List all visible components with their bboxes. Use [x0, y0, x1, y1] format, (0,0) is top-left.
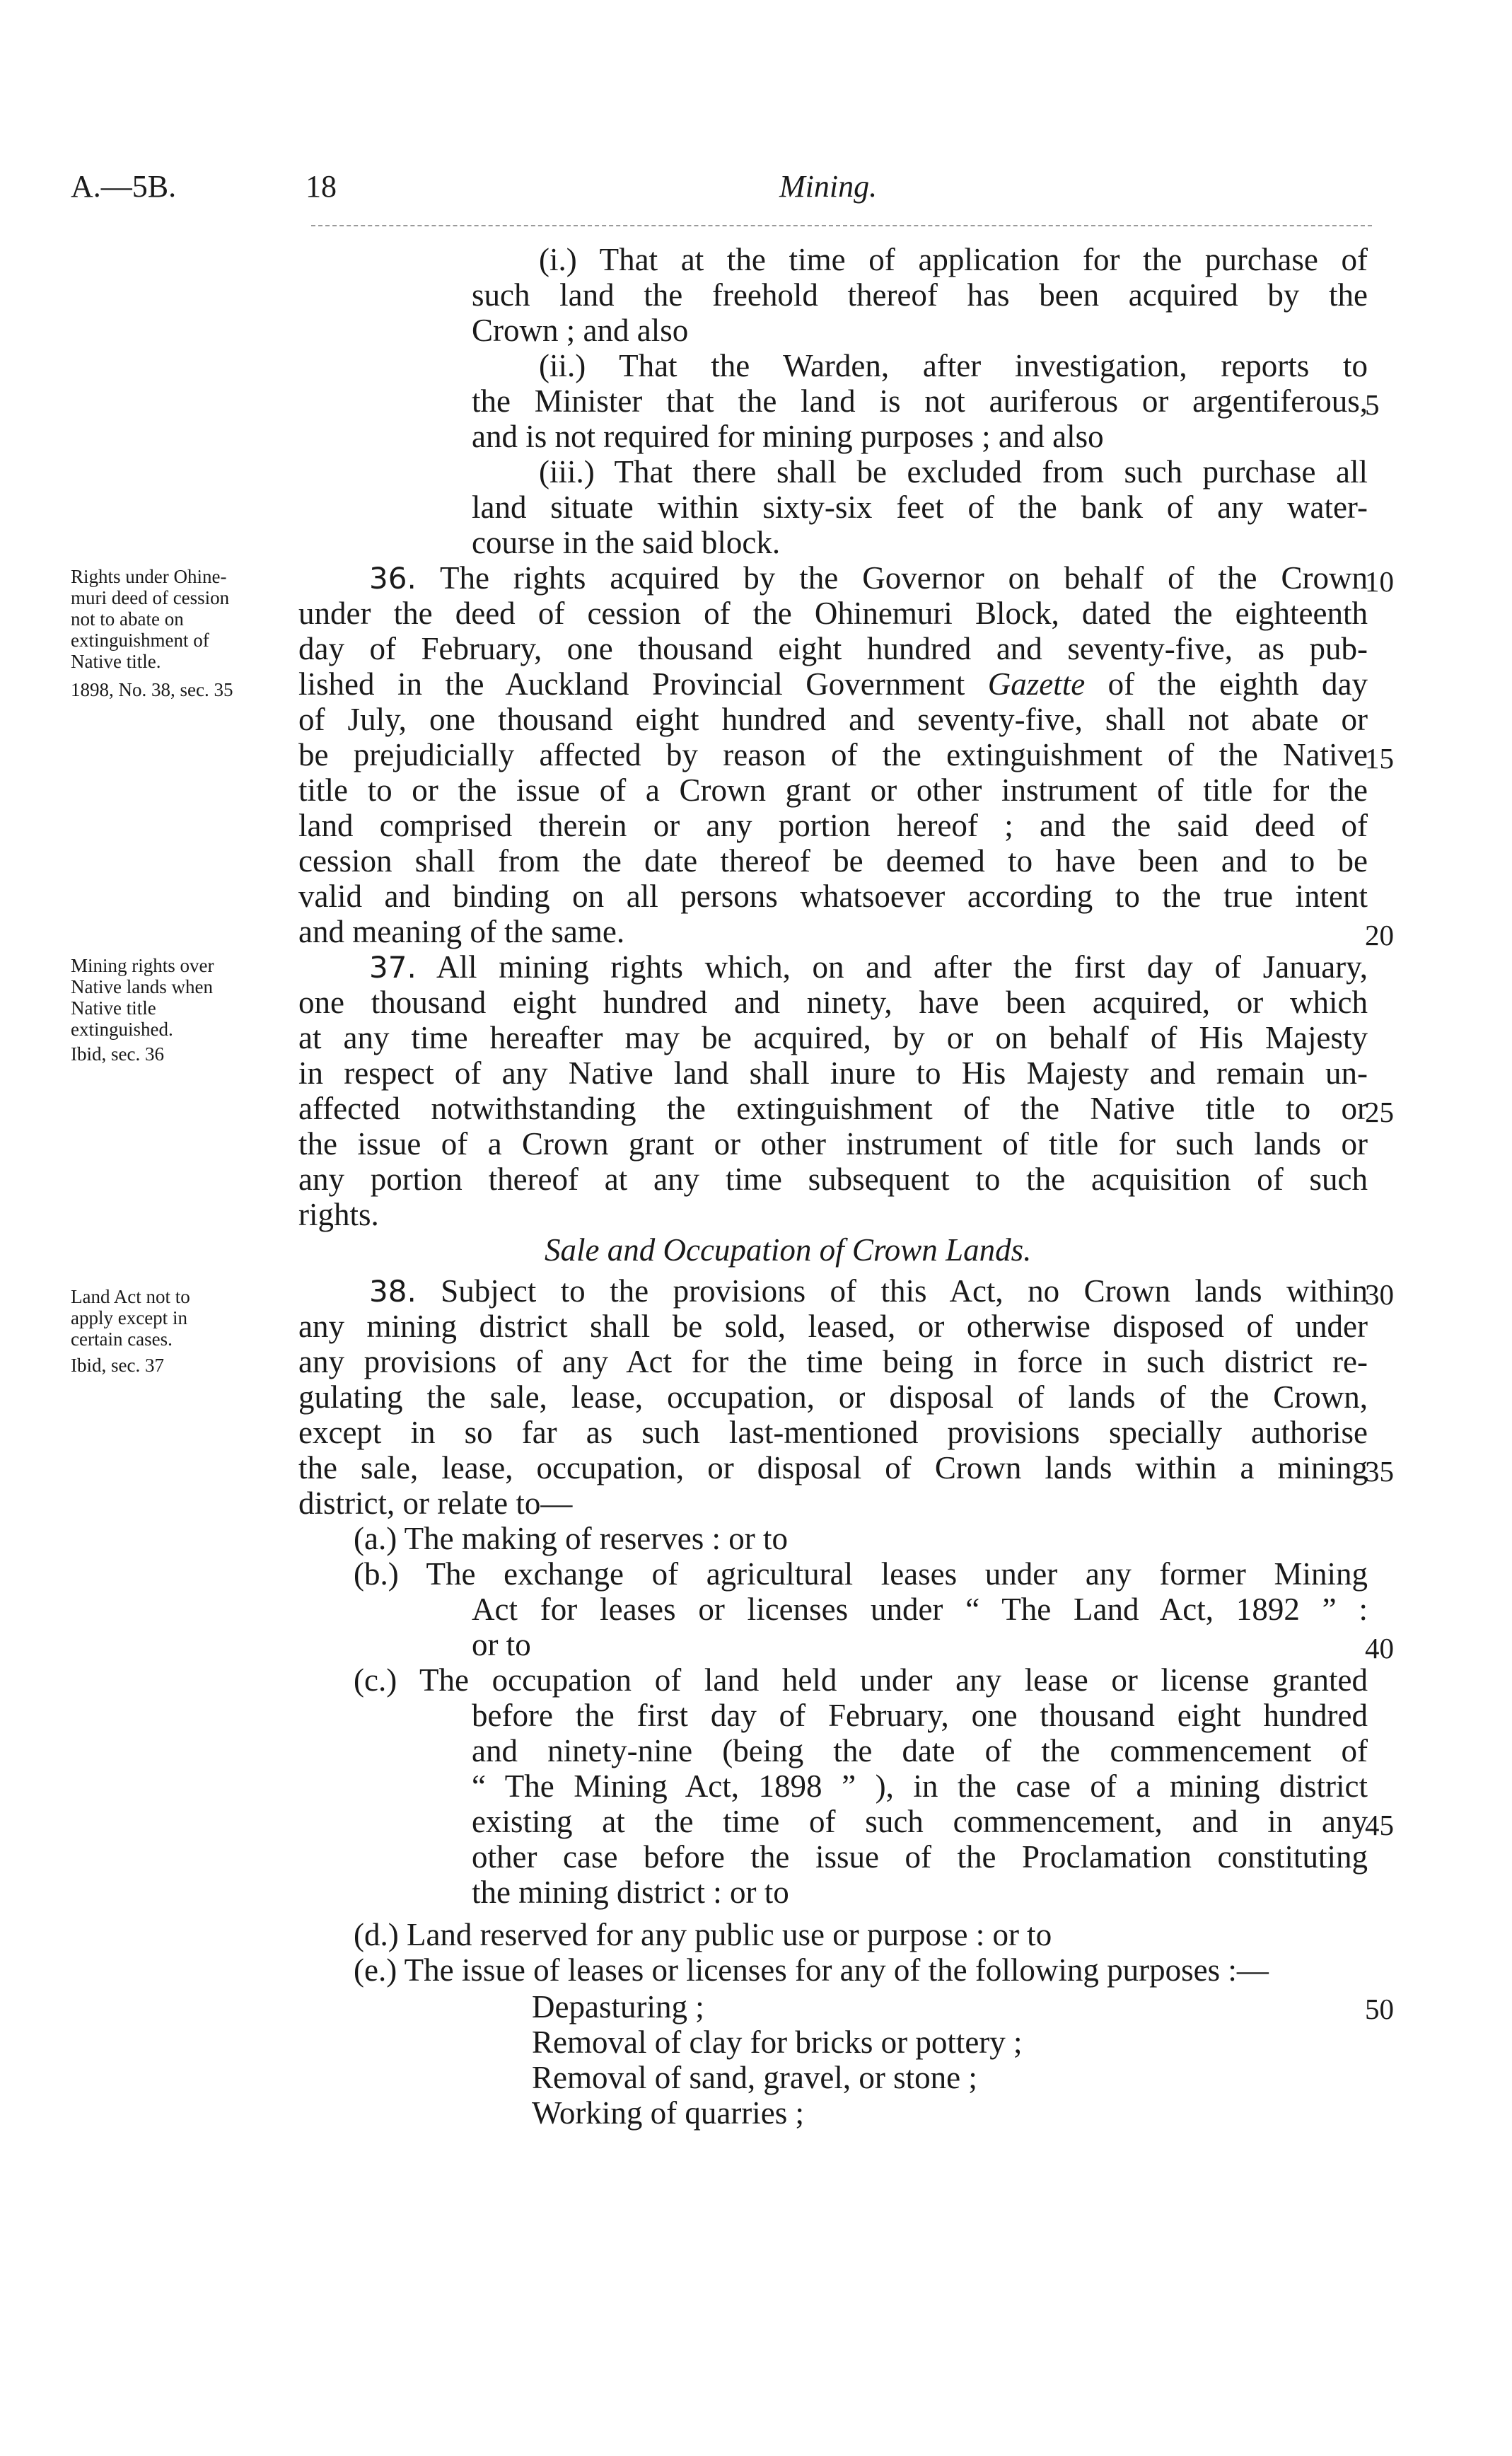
body-line: one thousand eight hundred and ninety, have been acquired, or which	[298, 985, 1368, 1020]
body-line: valid and binding on all persons whatsoever according to the true intent	[298, 879, 1368, 914]
line-number: 40	[1365, 1632, 1394, 1664]
body-line: be prejudicially affected by reason of the extinguishment of the Native	[298, 737, 1368, 772]
body-line: day of February, one thousand eight hundred and seventy-five, as pub-	[298, 631, 1368, 666]
body-line: gulating the sale, lease, occupation, or disposal of lands of the Crown,	[298, 1379, 1368, 1415]
margin-note-line: Ibid, sec. 36	[71, 1043, 164, 1065]
body-line: any portion thereof at any time subsequent to the acquisition of such	[298, 1162, 1368, 1197]
body-line: in respect of any Native land shall inure to His Majesty and remain un-	[298, 1055, 1368, 1091]
clause-d: (d.) Land reserved for any public use or purpose : or to	[354, 1917, 1052, 1952]
line-number: 25	[1365, 1096, 1394, 1128]
body-line: of the eighth day	[1107, 666, 1368, 702]
body-line: such land the freehold thereof has been acquired by the	[472, 277, 1368, 313]
list-item: Removal of clay for bricks or pottery ;	[532, 2025, 1023, 2060]
line-number: 50	[1365, 1993, 1394, 2025]
margin-note-line: apply except in	[71, 1307, 187, 1328]
line-number: 10	[1365, 565, 1394, 598]
body-line: (ii.) That the Warden, after investigation, reports to	[539, 348, 1368, 383]
margin-note-line: Native title.	[71, 651, 161, 672]
section-number: 38.	[369, 1274, 417, 1309]
body-line: any provisions of any Act for the time being in force in such district re-	[298, 1344, 1368, 1379]
body-line: the issue of a Crown grant or other instrument of title for such lands or	[298, 1126, 1368, 1162]
document-reference: A.—5B.	[71, 169, 177, 204]
clause-c: (c.) The occupation of land held under any lease or license granted	[354, 1662, 1368, 1698]
line-number: 20	[1365, 919, 1394, 951]
margin-note-line: extinguished.	[71, 1019, 173, 1040]
margin-note-line: 1898, No. 38, sec. 35	[71, 679, 233, 700]
section-37-first-line	[369, 949, 1368, 985]
body-line: of July, one thousand eight hundred and seventy-five, shall not abate or	[298, 702, 1368, 737]
line-number: 15	[1365, 742, 1394, 775]
clause-e: (e.) The issue of leases or licenses for any of the following purposes :—	[354, 1952, 1269, 1988]
page-number: 18	[306, 169, 337, 204]
body-line: at any time hereafter may be acquired, by or on behalf of His Majesty	[298, 1020, 1368, 1055]
header-rule	[311, 225, 1372, 226]
section-number: 37.	[369, 950, 417, 985]
margin-note-line: not to abate on	[71, 608, 184, 630]
margin-note-line: certain cases.	[71, 1328, 173, 1350]
body-line: under the deed of cession of the Ohinemuri Block, dated the eighteenth	[298, 596, 1368, 631]
body-line: cession shall from the date thereof be deemed to have been and to be	[298, 843, 1368, 879]
section-36-first-line	[369, 560, 1368, 596]
line-number: 45	[1365, 1809, 1394, 1841]
list-item: Removal of sand, gravel, or stone ;	[532, 2060, 977, 2095]
line-number: 5	[1365, 388, 1380, 421]
body-line: before the first day of February, one thousand eight hundred	[472, 1698, 1368, 1733]
section-number: 36.	[369, 561, 417, 596]
body-line: affected notwithstanding the extinguishment of the Native title to or	[298, 1091, 1368, 1126]
body-line: and meaning of the same.	[298, 914, 625, 949]
body-line: the mining district : or to	[472, 1875, 789, 1910]
body-line: the sale, lease, occupation, or disposal of Crown lands within a mining	[298, 1450, 1368, 1485]
body-line: or to	[472, 1627, 531, 1662]
body-line: All mining rights which, on and after the first day of January,	[436, 949, 1368, 985]
body-line: (iii.) That there shall be excluded from such purchase all	[539, 454, 1368, 490]
gazette-line	[298, 666, 1368, 702]
section-38-first-line	[369, 1273, 1368, 1309]
body-line: other case before the issue of the Proclamation constituting	[472, 1839, 1368, 1875]
body-line: title to or the issue of a Crown grant or other instrument of title for the	[298, 772, 1368, 808]
section-heading: Sale and Occupation of Crown Lands.	[545, 1232, 1032, 1268]
list-item: Depasturing ;	[532, 1989, 704, 2025]
margin-note-line: Mining rights over	[71, 955, 214, 976]
gazette-italic: Gazette	[987, 666, 1086, 702]
body-line: land comprised therein or any portion hereof ; and the said deed of	[298, 808, 1368, 843]
body-line: land situate within sixty-six feet of the bank of any water-	[472, 490, 1368, 525]
clause-a: (a.) The making of reserves : or to	[354, 1521, 788, 1556]
margin-note-line: Rights under Ohine-	[71, 566, 227, 587]
line-number: 30	[1365, 1278, 1394, 1311]
margin-note-line: muri deed of cession	[71, 587, 230, 608]
body-line: district, or relate to—	[298, 1485, 573, 1521]
clause-b: (b.) The exchange of agricultural leases under any former Mining	[354, 1556, 1368, 1592]
running-title: Mining.	[779, 169, 878, 204]
body-line: “ The Mining Act, 1898 ” ), in the case of a mining district	[472, 1768, 1368, 1804]
body-line: the Minister that the land is not auriferous or argentiferous,	[472, 383, 1368, 419]
list-item: Working of quarries ;	[532, 2095, 805, 2131]
margin-note-line: extinguishment of	[71, 630, 209, 651]
body-line: The rights acquired by the Governor on behalf of the Crown	[439, 560, 1368, 596]
margin-note-line: Native title	[71, 997, 156, 1019]
body-line: lished in the Auckland Provincial Government	[298, 666, 965, 702]
body-line: any mining district shall be sold, leased, or otherwise disposed of under	[298, 1309, 1368, 1344]
body-line: except in so far as such last-mentioned provisions specially authorise	[298, 1415, 1368, 1450]
margin-note-line: Ibid, sec. 37	[71, 1355, 164, 1376]
body-line: existing at the time of such commencement, and in any	[472, 1804, 1368, 1839]
line-number: 35	[1365, 1455, 1394, 1488]
body-line: Act for leases or licenses under “ The Land Act, 1892 ” :	[472, 1592, 1368, 1627]
body-line: and is not required for mining purposes ; and also	[472, 419, 1104, 454]
body-line: and ninety-nine (being the date of the commencement of	[472, 1733, 1368, 1768]
margin-note-line: Land Act not to	[71, 1286, 190, 1307]
body-line: course in the said block.	[472, 525, 781, 560]
body-line: Subject to the provisions of this Act, no Crown lands within	[441, 1273, 1368, 1309]
body-line: Crown ; and also	[472, 313, 689, 348]
margin-note-line: Native lands when	[71, 976, 213, 997]
body-line: rights.	[298, 1197, 379, 1232]
body-line: (i.) That at the time of application for the purchase of	[539, 242, 1368, 277]
